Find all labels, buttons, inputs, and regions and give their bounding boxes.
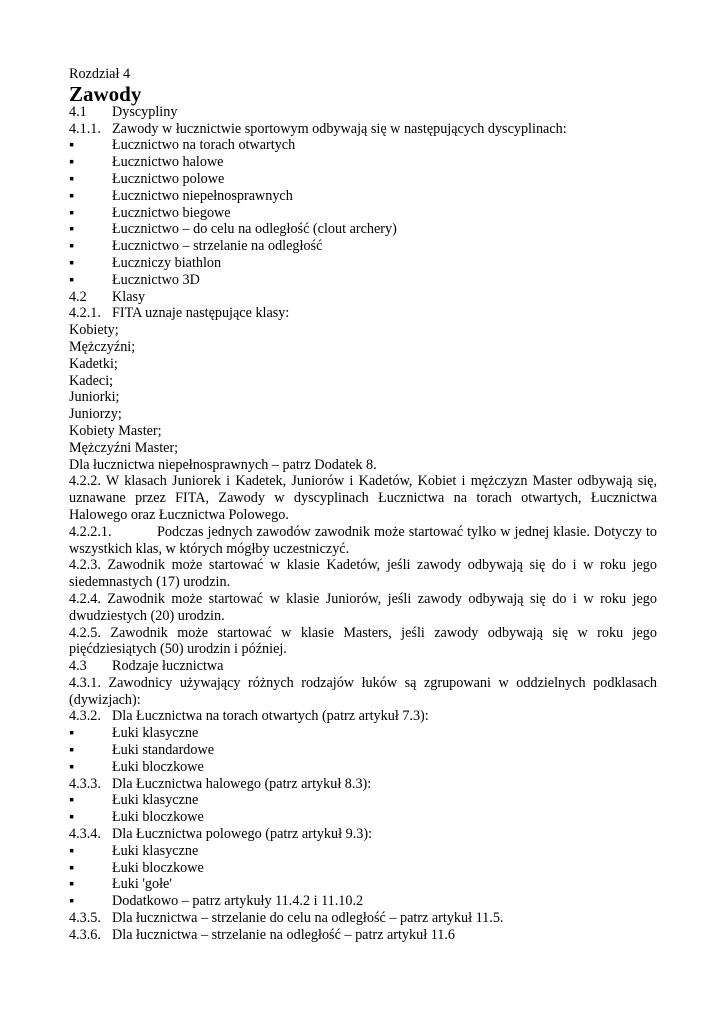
paragraph-number: 4.3.6. <box>69 926 101 943</box>
bullet-icon: ▪ <box>69 238 75 255</box>
class-list <box>69 322 657 473</box>
paragraph-4-3-4 <box>69 826 657 843</box>
list-item-text: Łuki klasyczne <box>112 725 199 742</box>
paragraph-text: Dla Łucznictwa halowego (patrz artykuł 8.3): <box>112 775 372 792</box>
list-item-text: Łuczniczy biathlon <box>112 254 222 271</box>
list-item-text: Łuki bloczkowe <box>112 859 204 876</box>
paragraph-number: 4.3.4. <box>69 826 101 843</box>
class-item: Kadetki; <box>69 355 118 372</box>
paragraph-number: 4.2.2.1. <box>69 523 112 540</box>
list-item <box>69 792 657 809</box>
list-item-text: Dodatkowo – patrz artykuły 11.4.2 i 11.10.2 <box>112 893 364 910</box>
bullet-icon: ▪ <box>69 725 75 742</box>
document-page <box>69 66 657 944</box>
list-item-text: Łuki standardowe <box>112 742 215 759</box>
list-item <box>69 154 657 171</box>
section-title: Dyscypliny <box>112 103 178 120</box>
bullet-icon: ▪ <box>69 742 75 759</box>
list-item <box>69 876 657 893</box>
paragraph-4-2-1 <box>69 305 657 322</box>
list-item <box>69 759 657 776</box>
list-item-text: Łuki bloczkowe <box>112 809 204 826</box>
list-item-text: Łucznictwo 3D <box>112 271 200 288</box>
list-item <box>69 205 657 222</box>
bullet-icon: ▪ <box>69 842 75 859</box>
list-item-text: Łucznictwo – do celu na odległość (clout archery) <box>112 221 397 238</box>
bullet-icon: ▪ <box>69 809 75 826</box>
list-item-text: Łucznictwo polowe <box>112 170 225 187</box>
paragraph-text: Dla łucznictwa – strzelanie do celu na odległość – patrz artykuł 11.5. <box>112 910 504 927</box>
list-item <box>69 860 657 877</box>
bullet-icon: ▪ <box>69 876 75 893</box>
class-item: Dla łucznictwa niepełnosprawnych – patrz Dodatek 8. <box>69 456 377 473</box>
paragraph-4-3-6 <box>69 927 657 944</box>
paragraph-number: 4.1.1. <box>69 120 101 137</box>
section-title: Rodzaje łucznictwa <box>112 658 224 675</box>
bullet-icon: ▪ <box>69 187 75 204</box>
bullet-icon: ▪ <box>69 859 75 876</box>
list-item-text: Łucznictwo – strzelanie na odległość <box>112 238 323 255</box>
section-heading-4-1 <box>69 104 657 121</box>
section-number: 4.3 <box>69 658 87 675</box>
paragraph-number: 4.3.2. <box>69 708 101 725</box>
paragraph-4-2-2: 4.2.2. W klasach Juniorek i Kadetek, Juniorów i Kadetów, Kobiet i mężczyzn Master odbywają się, uznawane przez FITA, Zawody w dyscyplinach Łucznictwa na torach otwartych, Łucznictwa Halowego oraz Łucznictwa Polowego. <box>69 473 657 523</box>
list-item <box>69 171 657 188</box>
list-item <box>69 843 657 860</box>
bullet-icon: ▪ <box>69 137 75 154</box>
list-item-text: Łucznictwo biegowe <box>112 204 231 221</box>
list-item-text: Łuki klasyczne <box>112 792 199 809</box>
class-item: Juniorzy; <box>69 406 122 423</box>
list-item <box>69 725 657 742</box>
paragraph-text: Dla Łucznictwa na torach otwartych (patrz artykuł 7.3): <box>112 708 429 725</box>
section-number: 4.2 <box>69 288 87 305</box>
bow-list-outdoor <box>69 725 657 775</box>
paragraph-4-2-4: 4.2.4. Zawodnik może startować w klasie Juniorów, jeśli zawody odbywają się do i w roku jego dwudziestych (20) urodzin. <box>69 590 657 624</box>
section-title: Klasy <box>112 288 146 305</box>
bow-list-indoor <box>69 792 657 826</box>
list-item-text: Łuki 'gołe' <box>112 876 172 893</box>
paragraph-text: Dla Łucznictwa polowego (patrz artykuł 9.3): <box>112 826 373 843</box>
section-heading-4-2 <box>69 289 657 306</box>
paragraph-4-3-1: 4.3.1. Zawodnicy używający różnych rodzajów łuków są zgrupowani w oddzielnych podklasach (dywizjach): <box>69 674 657 708</box>
bullet-icon: ▪ <box>69 758 75 775</box>
class-item: Juniorki; <box>69 389 120 406</box>
list-item <box>69 188 657 205</box>
class-item: Kobiety; <box>69 322 119 339</box>
paragraph-text: Zawody w łucznictwie sportowym odbywają się w następujących dyscyplinach: <box>112 120 567 137</box>
chapter-label: Rozdział 4 <box>69 66 131 82</box>
list-item <box>69 221 657 238</box>
paragraph-text: Podczas jednych zawodów zawodnik może startować tylko w jednej klasie. Dotyczy to wszystkich klas, w których mógłby uczestniczyć. <box>69 523 657 557</box>
paragraph-4-3-3 <box>69 776 657 793</box>
bullet-icon: ▪ <box>69 893 75 910</box>
paragraph-text: FITA uznaje następujące klasy: <box>112 305 290 322</box>
bullet-icon: ▪ <box>69 204 75 221</box>
section-number: 4.1 <box>69 103 87 120</box>
paragraph-text: Dla łucznictwa – strzelanie na odległość – patrz artykuł 11.6 <box>112 926 456 943</box>
list-item <box>69 137 657 154</box>
list-item-text: Łuki klasyczne <box>112 842 199 859</box>
class-item: Mężczyźni; <box>69 338 136 355</box>
paragraph-number: 4.2.1. <box>69 305 101 322</box>
list-item <box>69 238 657 255</box>
list-item <box>69 255 657 272</box>
discipline-list <box>69 137 657 288</box>
paragraph-4-3-5 <box>69 910 657 927</box>
bow-list-field <box>69 843 657 910</box>
class-item: Kadeci; <box>69 372 114 389</box>
paragraph-4-2-3: 4.2.3. Zawodnik może startować w klasie Kadetów, jeśli zawody odbywają się do i w roku jego siedemnastych (17) urodzin. <box>69 557 657 591</box>
list-item-text: Łucznictwo na torach otwartych <box>112 137 296 154</box>
paragraph-4-3-2 <box>69 708 657 725</box>
list-item <box>69 893 657 910</box>
class-item: Kobiety Master; <box>69 422 162 439</box>
list-item <box>69 272 657 289</box>
section-heading-4-3 <box>69 658 657 675</box>
list-item <box>69 742 657 759</box>
chapter-title: Zawody <box>69 81 142 106</box>
bullet-icon: ▪ <box>69 792 75 809</box>
bullet-icon: ▪ <box>69 170 75 187</box>
bullet-icon: ▪ <box>69 254 75 271</box>
paragraph-4-2-2-1 <box>69 524 657 558</box>
list-item-text: Łuki bloczkowe <box>112 758 204 775</box>
paragraph-4-2-5: 4.2.5. Zawodnik może startować w klasie Masters, jeśli zawody odbywają się w roku jego pięćdziesiątych (50) urodzin i później. <box>69 624 657 658</box>
paragraph-4-1-1 <box>69 121 657 138</box>
bullet-icon: ▪ <box>69 154 75 171</box>
bullet-icon: ▪ <box>69 221 75 238</box>
list-item-text: Łucznictwo halowe <box>112 154 224 171</box>
paragraph-number: 4.3.5. <box>69 910 101 927</box>
class-item: Mężczyźni Master; <box>69 439 179 456</box>
bullet-icon: ▪ <box>69 271 75 288</box>
paragraph-number: 4.3.3. <box>69 775 101 792</box>
list-item <box>69 809 657 826</box>
list-item-text: Łucznictwo niepełnosprawnych <box>112 187 293 204</box>
